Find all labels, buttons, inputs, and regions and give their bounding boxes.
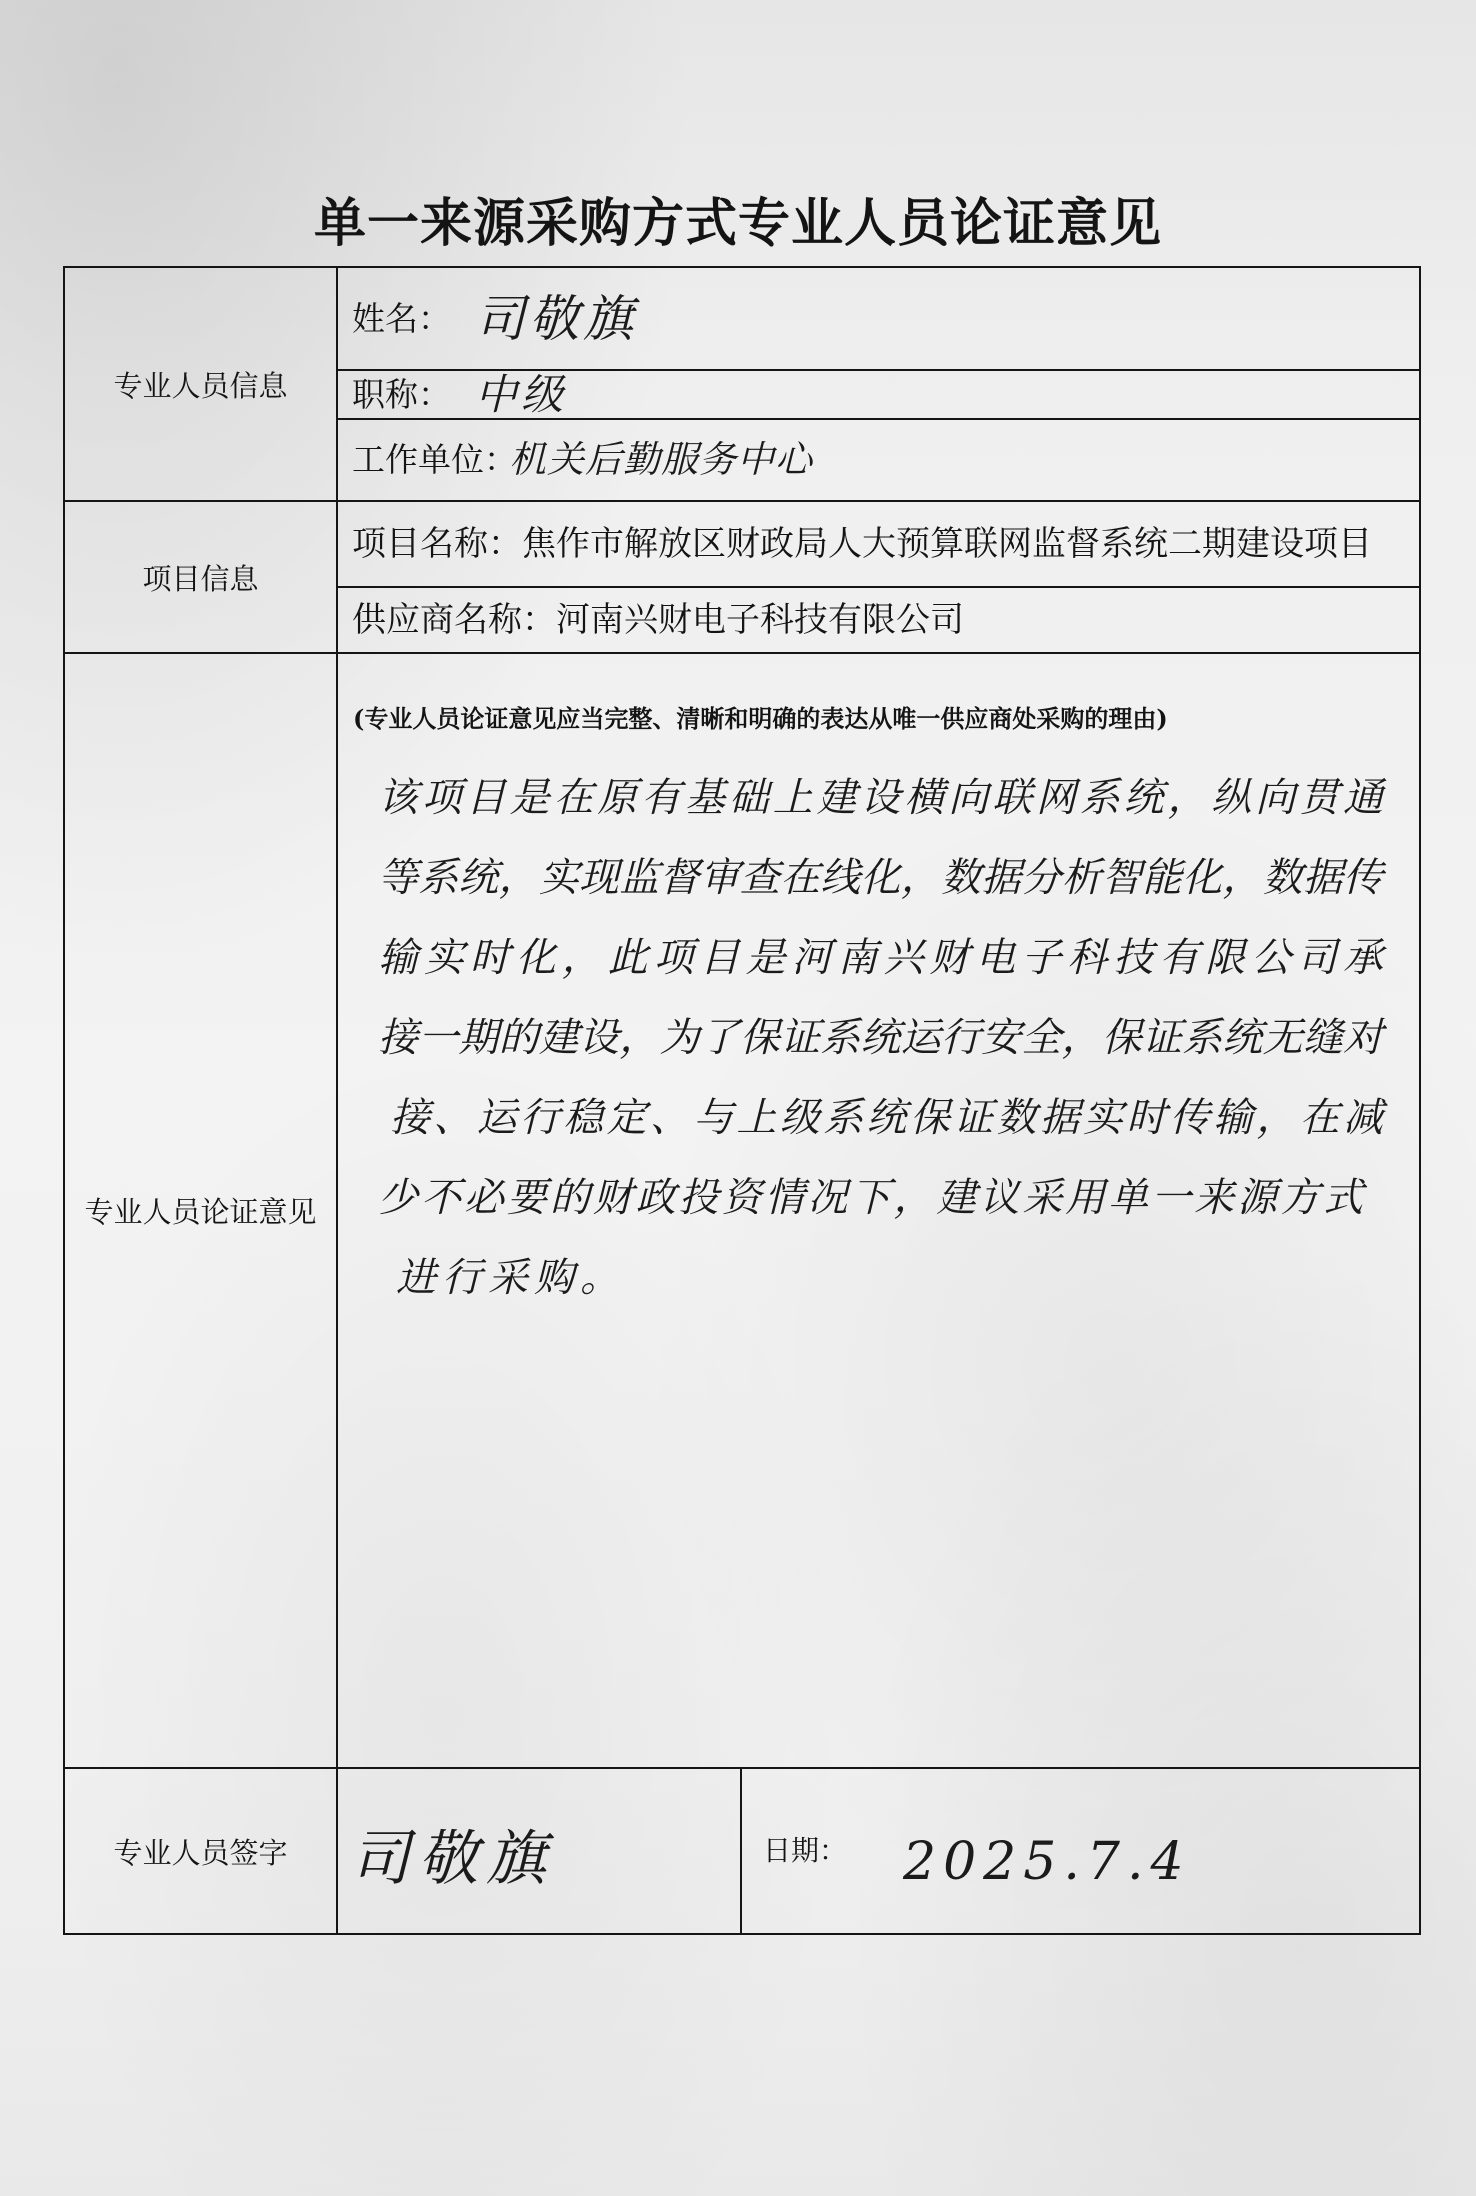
form-title: 单一来源采购方式专业人员论证意见 — [313, 193, 1162, 254]
work-unit-row — [338, 420, 1419, 500]
date-label: 日期： — [763, 1834, 848, 1867]
job-title-row — [338, 371, 1419, 420]
opinion-content — [336, 654, 1419, 1767]
opinion-section — [65, 652, 1419, 1767]
opinion-label: 专业人员论证意见 — [84, 1195, 317, 1229]
name-label: 姓名： — [352, 298, 451, 338]
project-name-label: 项目名称： — [352, 524, 522, 564]
project-info-section — [65, 500, 1419, 652]
name-row — [338, 268, 1419, 371]
handwritten-line: 等系统，实现监督审查在线化，数据分析智能化，数据传 — [378, 855, 1383, 901]
handwritten-line: 该项目是在原有基础上建设横向联网系统，纵向贯通 — [378, 775, 1383, 821]
supplier-value: 河南兴财电子科技有限公司 — [556, 600, 964, 640]
handwritten-line: 输实时化，此项目是河南兴财电子科技有限公司承 — [378, 935, 1383, 981]
handwritten-opinion — [378, 758, 1388, 1318]
opinion-form-table — [63, 266, 1421, 1935]
project-info-fields — [336, 502, 1419, 652]
project-name-value: 焦作市解放区财政局人大预算联网监督系统二期建设项目 — [522, 524, 1372, 564]
handwritten-signature: 司敬旗 — [350, 1824, 554, 1894]
personnel-info-label: 专业人员信息 — [113, 368, 288, 403]
work-unit-label: 工作单位： — [352, 440, 517, 479]
signature-section — [65, 1767, 1419, 1933]
work-unit-handwritten-value: 机关后勤服务中心 — [509, 438, 813, 481]
personnel-info-section — [65, 268, 1419, 500]
supplier-label: 供应商名称： — [352, 600, 556, 640]
signature-fields — [336, 1769, 1419, 1933]
supplier-row — [338, 588, 1419, 652]
name-handwritten-value: 司敬旗 — [475, 289, 637, 348]
personnel-info-fields — [336, 268, 1419, 500]
handwritten-line: 进行采购。 — [396, 1255, 626, 1301]
handwritten-date: 2025.7.4 — [903, 1832, 1191, 1892]
signature-label: 专业人员签字 — [113, 1835, 288, 1870]
handwritten-line: 少不必要的财政投资情况下，建议采用单一来源方式 — [378, 1175, 1363, 1221]
signature-cell — [338, 1769, 742, 1933]
date-cell — [742, 1769, 1419, 1933]
project-name-row — [338, 502, 1419, 588]
handwritten-line: 接一期的建设，为了保证系统运行安全，保证系统无缝对 — [378, 1015, 1383, 1061]
job-title-handwritten-value: 中级 — [475, 369, 568, 419]
handwritten-line: 接、运行稳定、与上级系统保证数据实时传输，在减 — [390, 1095, 1383, 1141]
opinion-instruction: (专业人员论证意见应当完整、清晰和明确的表达从唯一供应商处采购的理由) — [353, 704, 1168, 733]
signature-row — [338, 1769, 1419, 1933]
project-info-label: 项目信息 — [142, 561, 259, 596]
job-title-label: 职称： — [352, 374, 451, 414]
